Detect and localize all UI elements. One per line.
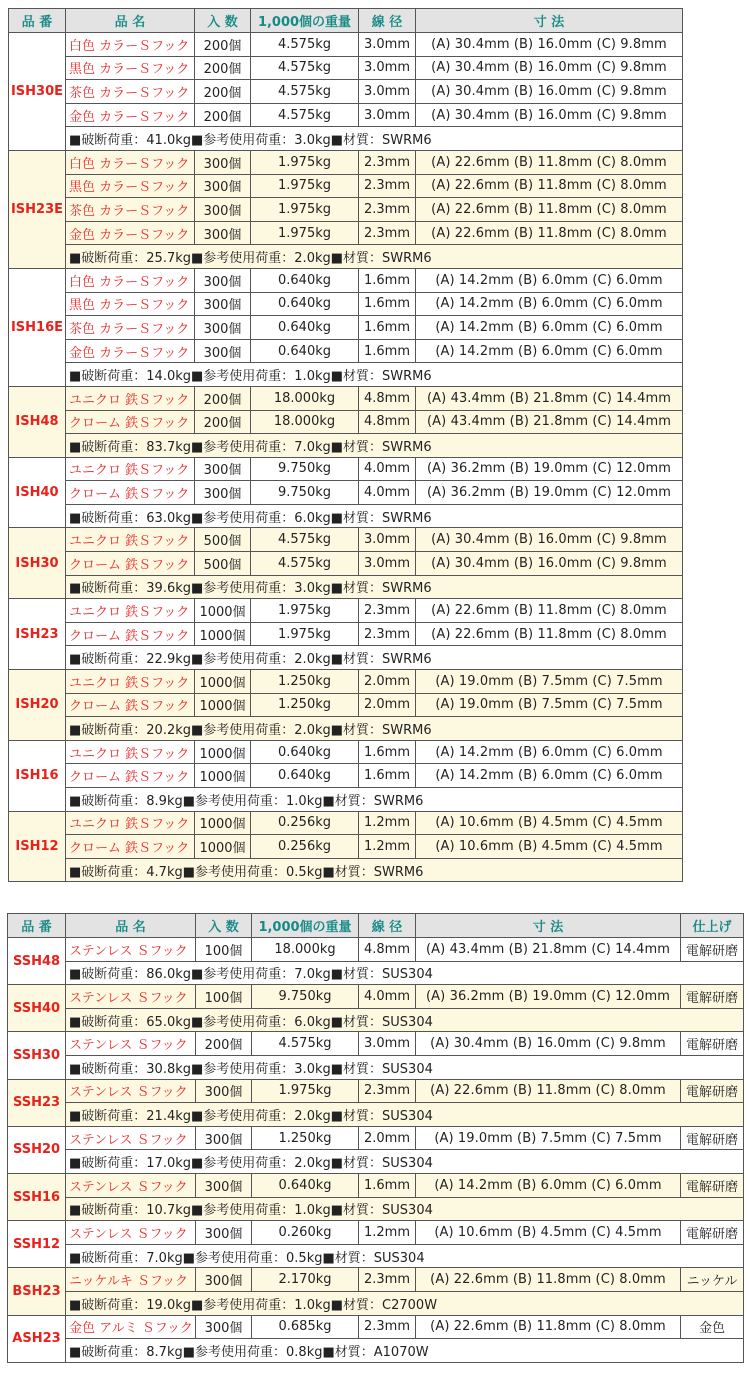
cell-qty: 500個	[195, 528, 251, 552]
cell-name: ユニクロ 鉄Ｓフック	[66, 811, 195, 835]
product-row	[9, 457, 683, 481]
cell-wire: 1.2mm	[359, 1221, 416, 1245]
cell-name: クローム 鉄Ｓフック	[66, 622, 195, 646]
cell-qty: 200個	[195, 410, 251, 434]
cell-weight: 1.975kg	[251, 150, 359, 174]
cell-wire: 1.2mm	[359, 811, 416, 835]
spec-note-row	[8, 961, 744, 985]
product-row	[9, 670, 683, 694]
spec-note-row	[9, 127, 683, 151]
spec-note: ■破断荷重：4.7kg■参考使用荷重：0.5kg■材質：SWRM6	[66, 858, 683, 882]
cell-wire: 1.6mm	[359, 268, 416, 292]
cell-dims: (A) 22.6mm (B) 11.8mm (C) 8.0mm	[416, 198, 683, 222]
cell-qty: 100個	[196, 938, 252, 962]
product-row	[8, 1032, 744, 1056]
cell-name: ステンレス Ｓフック	[66, 1126, 196, 1150]
cell-dims: (A) 22.6mm (B) 11.8mm (C) 8.0mm	[416, 174, 683, 198]
spec-note: ■破断荷重：20.2kg■参考使用荷重：2.0kg■材質：SWRM6	[66, 717, 683, 741]
cell-name: 茶色 カラーＳフック	[66, 198, 195, 222]
cell-weight: 0.256kg	[251, 811, 359, 835]
cell-qty: 200個	[195, 33, 251, 57]
cell-dims: (A) 22.6mm (B) 11.8mm (C) 8.0mm	[416, 622, 683, 646]
product-code: SSH40	[8, 985, 66, 1032]
cell-qty: 1000個	[195, 835, 251, 859]
cell-weight: 9.750kg	[251, 481, 359, 505]
spec-note-row	[8, 1244, 744, 1268]
cell-dims: (A) 30.4mm (B) 16.0mm (C) 9.8mm	[416, 552, 683, 576]
product-code: SSH23	[8, 1079, 66, 1126]
cell-name: クローム 鉄Ｓフック	[66, 835, 195, 859]
cell-wire: 3.0mm	[359, 103, 416, 127]
spec-note: ■破断荷重：8.7kg■参考使用荷重：0.8kg■材質：A1070W	[66, 1339, 744, 1363]
product-code: SSH48	[8, 938, 66, 985]
column-header: 1,000個の重量	[252, 914, 359, 938]
cell-weight: 1.975kg	[252, 1079, 359, 1103]
cell-wire: 4.0mm	[359, 457, 416, 481]
column-header: 品 名	[66, 914, 196, 938]
spec-note-row	[8, 1008, 744, 1032]
cell-dims: (A) 19.0mm (B) 7.5mm (C) 7.5mm	[416, 670, 683, 694]
product-code: ISH30	[9, 528, 66, 599]
cell-weight: 0.640kg	[251, 764, 359, 788]
cell-wire: 4.0mm	[359, 481, 416, 505]
cell-wire: 2.0mm	[359, 1126, 416, 1150]
product-row	[8, 1268, 744, 1292]
product-row	[9, 410, 683, 434]
cell-weight: 4.575kg	[251, 56, 359, 80]
cell-weight: 9.750kg	[251, 457, 359, 481]
cell-dims: (A) 22.6mm (B) 11.8mm (C) 8.0mm	[416, 150, 683, 174]
spec-note-row	[9, 646, 683, 670]
cell-wire: 1.6mm	[359, 1173, 416, 1197]
cell-wire: 2.3mm	[359, 1268, 416, 1292]
spec-note: ■破断荷重：65.0kg■参考使用荷重：6.0kg■材質：SUS304	[66, 1008, 744, 1032]
cell-name: ユニクロ 鉄Ｓフック	[66, 599, 195, 623]
product-code: ISH30E	[9, 33, 66, 151]
spec-note-row	[8, 1150, 744, 1174]
cell-weight: 4.575kg	[251, 103, 359, 127]
spec-note-row	[9, 363, 683, 387]
cell-qty: 300個	[195, 481, 251, 505]
column-header: 線 径	[359, 914, 416, 938]
cell-weight: 4.575kg	[251, 552, 359, 576]
cell-wire: 3.0mm	[359, 80, 416, 104]
product-row	[9, 622, 683, 646]
cell-dims: (A) 30.4mm (B) 16.0mm (C) 9.8mm	[416, 56, 683, 80]
spec-note: ■破断荷重：14.0kg■参考使用荷重：1.0kg■材質：SWRM6	[66, 363, 683, 387]
cell-wire: 2.3mm	[359, 198, 416, 222]
cell-dims: (A) 14.2mm (B) 6.0mm (C) 6.0mm	[416, 292, 683, 316]
cell-qty: 300個	[195, 457, 251, 481]
cell-weight: 4.575kg	[252, 1032, 359, 1056]
cell-finish: 電解研磨	[681, 1173, 744, 1197]
spec-note: ■破断荷重：19.0kg■参考使用荷重：1.0kg■材質：C2700W	[66, 1291, 744, 1315]
cell-name: 金色 カラーＳフック	[66, 103, 195, 127]
cell-name: ユニクロ 鉄Ｓフック	[66, 740, 195, 764]
cell-qty: 1000個	[195, 622, 251, 646]
product-row	[9, 103, 683, 127]
cell-name: 金色 カラーＳフック	[66, 339, 195, 363]
product-row	[9, 268, 683, 292]
cell-qty: 1000個	[195, 740, 251, 764]
spec-note: ■破断荷重：63.0kg■参考使用荷重：6.0kg■材質：SWRM6	[66, 504, 683, 528]
cell-weight: 0.256kg	[251, 835, 359, 859]
cell-name: 黒色 カラーＳフック	[66, 292, 195, 316]
cell-dims: (A) 22.6mm (B) 11.8mm (C) 8.0mm	[416, 221, 683, 245]
product-code: BSH23	[8, 1268, 66, 1315]
product-row	[9, 481, 683, 505]
cell-dims: (A) 30.4mm (B) 16.0mm (C) 9.8mm	[416, 1032, 681, 1056]
cell-wire: 2.3mm	[359, 622, 416, 646]
cell-wire: 2.3mm	[359, 150, 416, 174]
cell-qty: 300個	[195, 268, 251, 292]
product-code: SSH12	[8, 1221, 66, 1268]
cell-name: クローム 鉄Ｓフック	[66, 693, 195, 717]
cell-wire: 4.8mm	[359, 386, 416, 410]
cell-name: ステンレス Ｓフック	[66, 1173, 196, 1197]
cell-weight: 0.640kg	[252, 1173, 359, 1197]
spec-note: ■破断荷重：41.0kg■参考使用荷重：3.0kg■材質：SWRM6	[66, 127, 683, 151]
product-row	[9, 386, 683, 410]
cell-finish: 電解研磨	[681, 938, 744, 962]
cell-finish: ニッケル	[681, 1268, 744, 1292]
cell-qty: 1000個	[195, 599, 251, 623]
cell-dims: (A) 30.4mm (B) 16.0mm (C) 9.8mm	[416, 103, 683, 127]
cell-dims: (A) 19.0mm (B) 7.5mm (C) 7.5mm	[416, 1126, 681, 1150]
cell-wire: 1.2mm	[359, 835, 416, 859]
cell-name: ステンレス Ｓフック	[66, 985, 196, 1009]
cell-weight: 1.250kg	[251, 693, 359, 717]
product-row	[9, 693, 683, 717]
cell-name: ユニクロ 鉄Ｓフック	[66, 670, 195, 694]
spec-note: ■破断荷重：21.4kg■参考使用荷重：2.0kg■材質：SUS304	[66, 1103, 744, 1127]
product-row	[8, 1079, 744, 1103]
cell-name: 黒色 カラーＳフック	[66, 56, 195, 80]
cell-dims: (A) 36.2mm (B) 19.0mm (C) 12.0mm	[416, 985, 681, 1009]
spec-note-row	[8, 1055, 744, 1079]
cell-weight: 0.260kg	[252, 1221, 359, 1245]
cell-weight: 9.750kg	[252, 985, 359, 1009]
spec-note: ■破断荷重：22.9kg■参考使用荷重：2.0kg■材質：SWRM6	[66, 646, 683, 670]
spec-note: ■破断荷重：25.7kg■参考使用荷重：2.0kg■材質：SWRM6	[66, 245, 683, 269]
cell-weight: 0.640kg	[251, 292, 359, 316]
cell-qty: 500個	[195, 552, 251, 576]
cell-weight: 1.250kg	[252, 1126, 359, 1150]
cell-wire: 4.8mm	[359, 410, 416, 434]
cell-qty: 300個	[196, 1221, 252, 1245]
product-row	[9, 198, 683, 222]
cell-dims: (A) 36.2mm (B) 19.0mm (C) 12.0mm	[416, 457, 683, 481]
cell-qty: 1000個	[195, 693, 251, 717]
cell-dims: (A) 14.2mm (B) 6.0mm (C) 6.0mm	[416, 268, 683, 292]
cell-wire: 2.0mm	[359, 670, 416, 694]
product-code: SSH30	[8, 1032, 66, 1079]
cell-name: クローム 鉄Ｓフック	[66, 764, 195, 788]
cell-name: ニッケルキ Ｓフック	[66, 1268, 196, 1292]
cell-dims: (A) 22.6mm (B) 11.8mm (C) 8.0mm	[416, 1079, 681, 1103]
cell-wire: 4.0mm	[359, 985, 416, 1009]
cell-dims: (A) 10.6mm (B) 4.5mm (C) 4.5mm	[416, 835, 683, 859]
cell-qty: 300個	[196, 1268, 252, 1292]
cell-wire: 1.6mm	[359, 339, 416, 363]
product-code: ISH16	[9, 740, 66, 811]
product-code: ISH12	[9, 811, 66, 882]
cell-dims: (A) 36.2mm (B) 19.0mm (C) 12.0mm	[416, 481, 683, 505]
cell-dims: (A) 43.4mm (B) 21.8mm (C) 14.4mm	[416, 410, 683, 434]
product-row	[9, 835, 683, 859]
cell-wire: 3.0mm	[359, 33, 416, 57]
cell-weight: 1.975kg	[251, 622, 359, 646]
cell-name: 白色 カラーＳフック	[66, 33, 195, 57]
cell-name: 白色 カラーＳフック	[66, 268, 195, 292]
cell-qty: 200個	[196, 1032, 252, 1056]
cell-wire: 1.6mm	[359, 740, 416, 764]
spec-note: ■破断荷重：7.0kg■参考使用荷重：0.5kg■材質：SUS304	[66, 1244, 744, 1268]
product-row	[9, 56, 683, 80]
cell-dims: (A) 19.0mm (B) 7.5mm (C) 7.5mm	[416, 693, 683, 717]
cell-weight: 4.575kg	[251, 528, 359, 552]
cell-dims: (A) 14.2mm (B) 6.0mm (C) 6.0mm	[416, 740, 683, 764]
cell-name: ステンレス Ｓフック	[66, 1032, 196, 1056]
product-row	[9, 33, 683, 57]
cell-qty: 300個	[195, 339, 251, 363]
cell-qty: 200個	[195, 386, 251, 410]
cell-weight: 0.640kg	[251, 339, 359, 363]
cell-qty: 200個	[195, 80, 251, 104]
spec-note-row	[8, 1197, 744, 1221]
cell-weight: 4.575kg	[251, 80, 359, 104]
cell-dims: (A) 22.6mm (B) 11.8mm (C) 8.0mm	[416, 1315, 681, 1339]
spec-note: ■破断荷重：83.7kg■参考使用荷重：7.0kg■材質：SWRM6	[66, 434, 683, 458]
cell-name: ステンレス Ｓフック	[66, 1079, 196, 1103]
cell-name: ユニクロ 鉄Ｓフック	[66, 457, 195, 481]
cell-qty: 300個	[195, 198, 251, 222]
cell-name: 金色 アルミ Ｓフック	[66, 1315, 196, 1339]
product-row	[9, 811, 683, 835]
column-header: 仕上げ	[681, 914, 744, 938]
product-row	[8, 938, 744, 962]
cell-qty: 300個	[195, 150, 251, 174]
cell-weight: 18.000kg	[252, 938, 359, 962]
spec-note-row	[9, 717, 683, 741]
cell-name: 黒色 カラーＳフック	[66, 174, 195, 198]
cell-weight: 2.170kg	[252, 1268, 359, 1292]
cell-finish: 電解研磨	[681, 1221, 744, 1245]
product-code: ISH40	[9, 457, 66, 528]
spec-note: ■破断荷重：30.8kg■参考使用荷重：3.0kg■材質：SUS304	[66, 1055, 744, 1079]
cell-wire: 2.3mm	[359, 1079, 416, 1103]
column-header: 1,000個の重量	[251, 9, 359, 33]
column-header: 線 径	[359, 9, 416, 33]
product-code: ISH23	[9, 599, 66, 670]
cell-qty: 300個	[196, 1173, 252, 1197]
cell-wire: 2.3mm	[359, 174, 416, 198]
product-row	[9, 80, 683, 104]
cell-weight: 1.250kg	[251, 670, 359, 694]
product-code: SSH16	[8, 1173, 66, 1220]
cell-qty: 300個	[196, 1079, 252, 1103]
spec-note-row	[9, 575, 683, 599]
cell-qty: 300個	[196, 1126, 252, 1150]
cell-wire: 3.0mm	[359, 552, 416, 576]
product-code: ISH48	[9, 386, 66, 457]
cell-dims: (A) 14.2mm (B) 6.0mm (C) 6.0mm	[416, 339, 683, 363]
cell-qty: 200個	[195, 56, 251, 80]
cell-name: ステンレス Ｓフック	[66, 938, 196, 962]
product-row	[9, 339, 683, 363]
cell-weight: 4.575kg	[251, 33, 359, 57]
cell-name: 白色 カラーＳフック	[66, 150, 195, 174]
cell-dims: (A) 30.4mm (B) 16.0mm (C) 9.8mm	[416, 528, 683, 552]
cell-qty: 300個	[195, 221, 251, 245]
product-code: ISH23E	[9, 150, 66, 268]
cell-weight: 0.685kg	[252, 1315, 359, 1339]
product-row	[9, 221, 683, 245]
cell-name: クローム 鉄Ｓフック	[66, 410, 195, 434]
cell-finish: 金色	[681, 1315, 744, 1339]
cell-wire: 1.6mm	[359, 764, 416, 788]
cell-name: ユニクロ 鉄Ｓフック	[66, 528, 195, 552]
product-row	[9, 150, 683, 174]
cell-wire: 3.0mm	[359, 1032, 416, 1056]
spec-note-row	[9, 245, 683, 269]
spec-note: ■破断荷重：10.7kg■参考使用荷重：1.0kg■材質：SUS304	[66, 1197, 744, 1221]
cell-qty: 1000個	[195, 811, 251, 835]
cell-name: ステンレス Ｓフック	[66, 1221, 196, 1245]
cell-weight: 0.640kg	[251, 316, 359, 340]
table-header-row	[8, 914, 744, 938]
column-header: 品 番	[9, 9, 66, 33]
cell-qty: 300個	[196, 1315, 252, 1339]
spec-note: ■破断荷重：17.0kg■参考使用荷重：2.0kg■材質：SUS304	[66, 1150, 744, 1174]
product-row	[9, 292, 683, 316]
cell-wire: 2.3mm	[359, 221, 416, 245]
carbon-steel-hook-table	[8, 8, 683, 882]
column-header: 入 数	[196, 914, 252, 938]
product-row	[8, 1221, 744, 1245]
cell-wire: 2.3mm	[359, 599, 416, 623]
spec-note-row	[8, 1103, 744, 1127]
column-header: 品 番	[8, 914, 66, 938]
cell-dims: (A) 10.6mm (B) 4.5mm (C) 4.5mm	[416, 811, 683, 835]
product-code: ISH20	[9, 670, 66, 741]
column-header: 寸 法	[416, 9, 683, 33]
cell-finish: 電解研磨	[681, 1126, 744, 1150]
cell-dims: (A) 43.4mm (B) 21.8mm (C) 14.4mm	[416, 938, 681, 962]
spec-note-row	[9, 858, 683, 882]
spec-note-row	[9, 434, 683, 458]
column-header: 入 数	[195, 9, 251, 33]
product-row	[8, 1126, 744, 1150]
cell-finish: 電解研磨	[681, 1032, 744, 1056]
spec-note-row	[9, 504, 683, 528]
cell-wire: 3.0mm	[359, 528, 416, 552]
cell-weight: 1.975kg	[251, 174, 359, 198]
product-row	[8, 1173, 744, 1197]
cell-name: クローム 鉄Ｓフック	[66, 481, 195, 505]
product-row	[9, 764, 683, 788]
cell-weight: 1.975kg	[251, 599, 359, 623]
cell-qty: 1000個	[195, 670, 251, 694]
cell-qty: 300個	[195, 316, 251, 340]
cell-wire: 3.0mm	[359, 56, 416, 80]
cell-name: ユニクロ 鉄Ｓフック	[66, 386, 195, 410]
cell-name: クローム 鉄Ｓフック	[66, 552, 195, 576]
cell-weight: 18.000kg	[251, 386, 359, 410]
cell-qty: 200個	[195, 103, 251, 127]
cell-dims: (A) 22.6mm (B) 11.8mm (C) 8.0mm	[416, 1268, 681, 1292]
cell-weight: 18.000kg	[251, 410, 359, 434]
cell-wire: 2.3mm	[359, 1315, 416, 1339]
spec-note: ■破断荷重：86.0kg■参考使用荷重：7.0kg■材質：SUS304	[66, 961, 744, 985]
cell-dims: (A) 14.2mm (B) 6.0mm (C) 6.0mm	[416, 316, 683, 340]
cell-dims: (A) 14.2mm (B) 6.0mm (C) 6.0mm	[416, 764, 683, 788]
cell-dims: (A) 43.4mm (B) 21.8mm (C) 14.4mm	[416, 386, 683, 410]
stainless-hook-table	[7, 913, 744, 1363]
cell-weight: 1.975kg	[251, 198, 359, 222]
product-row	[8, 1315, 744, 1339]
product-code: SSH20	[8, 1126, 66, 1173]
cell-dims: (A) 30.4mm (B) 16.0mm (C) 9.8mm	[416, 80, 683, 104]
cell-name: 茶色 カラーＳフック	[66, 80, 195, 104]
cell-dims: (A) 30.4mm (B) 16.0mm (C) 9.8mm	[416, 33, 683, 57]
column-header: 寸 法	[416, 914, 681, 938]
spec-note-row	[8, 1291, 744, 1315]
cell-name: 金色 カラーＳフック	[66, 221, 195, 245]
product-row	[9, 174, 683, 198]
product-code: ASH23	[8, 1315, 66, 1362]
cell-qty: 1000個	[195, 764, 251, 788]
cell-wire: 2.0mm	[359, 693, 416, 717]
spec-note: ■破断荷重：39.6kg■参考使用荷重：3.0kg■材質：SWRM6	[66, 575, 683, 599]
cell-weight: 0.640kg	[251, 268, 359, 292]
spec-note-row	[8, 1339, 744, 1363]
product-row	[9, 316, 683, 340]
spec-note-row	[9, 788, 683, 812]
cell-finish: 電解研磨	[681, 985, 744, 1009]
cell-dims: (A) 14.2mm (B) 6.0mm (C) 6.0mm	[416, 1173, 681, 1197]
column-header: 品 名	[66, 9, 195, 33]
spec-note: ■破断荷重：8.9kg■参考使用荷重：1.0kg■材質：SWRM6	[66, 788, 683, 812]
product-row	[9, 528, 683, 552]
cell-qty: 100個	[196, 985, 252, 1009]
cell-name: 茶色 カラーＳフック	[66, 316, 195, 340]
cell-finish: 電解研磨	[681, 1079, 744, 1103]
cell-weight: 0.640kg	[251, 740, 359, 764]
cell-dims: (A) 10.6mm (B) 4.5mm (C) 4.5mm	[416, 1221, 681, 1245]
product-row	[8, 985, 744, 1009]
cell-wire: 1.6mm	[359, 316, 416, 340]
cell-weight: 1.975kg	[251, 221, 359, 245]
cell-dims: (A) 22.6mm (B) 11.8mm (C) 8.0mm	[416, 599, 683, 623]
cell-qty: 300個	[195, 174, 251, 198]
cell-qty: 300個	[195, 292, 251, 316]
product-row	[9, 740, 683, 764]
cell-wire: 1.6mm	[359, 292, 416, 316]
table-header-row	[9, 9, 683, 33]
cell-wire: 4.8mm	[359, 938, 416, 962]
product-row	[9, 599, 683, 623]
product-row	[9, 552, 683, 576]
product-code: ISH16E	[9, 268, 66, 386]
